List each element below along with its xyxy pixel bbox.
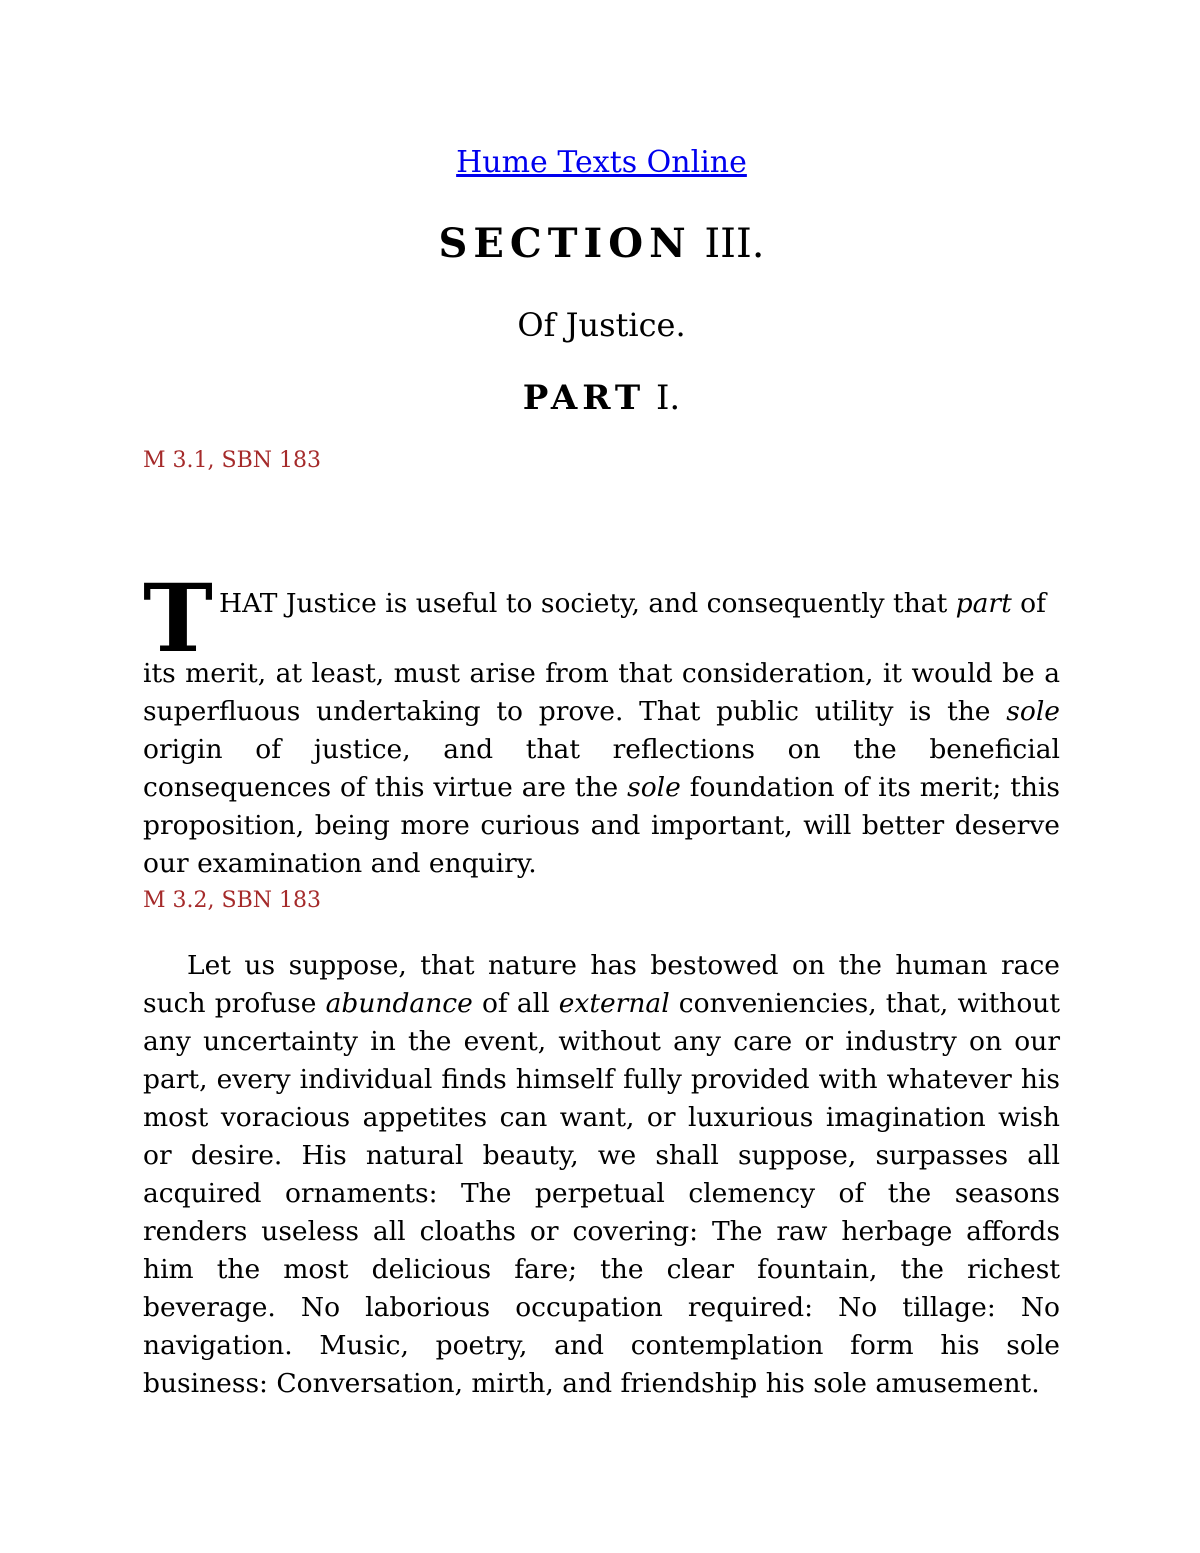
section-subtitle: Of Justice. — [517, 306, 686, 344]
text-run: Let us suppose, that nature has bestowed on the human race such profuse — [143, 950, 1060, 1019]
paragraph-reference[interactable]: M 3.2, SBN 183 — [143, 888, 321, 913]
site-link[interactable] — [143, 143, 1060, 183]
text-run: HAT Justice is useful to society, and consequently that — [218, 588, 956, 619]
drop-cap: T — [143, 564, 213, 674]
text-run: its merit, at least, must arise from that consideration, it would be a superfluous undertaking to prove. That public utility is the — [143, 658, 1060, 727]
italic-run: sole — [627, 772, 681, 803]
paragraph-first-line — [143, 575, 1060, 623]
text-run: conveniencies, that, without any uncertainty in the event, without any care or industry on our part, every individual finds himself fully provided with whatever his most voracious appetites can want, or luxurious imagination wish or desire. His natural beauty, we shall suppose, surpasses all acquired ornaments: The perpetual clemency of the seasons renders useless all cloaths or covering: The raw herbage affords him the most delicious fare; the clear fountain, the richest beverage. No laborious occupation required: No tillage: No navigation. Music, poetry, and contemplation form his sole business: Conversation, mirth, and friendship his sole amusement. — [143, 988, 1060, 1399]
site-link-text[interactable]: Hume Texts Online — [456, 145, 747, 180]
paragraph-body — [143, 655, 1060, 883]
italic-run: sole — [1006, 696, 1060, 727]
italic-run: external — [558, 988, 670, 1019]
part-title — [143, 375, 1060, 421]
part-word: PART — [522, 378, 646, 418]
text-run: foundation of its merit; this proposition, being more curious and important, will better deserve our examination and enquiry. — [143, 772, 1060, 879]
paragraph-2 — [143, 947, 1060, 1403]
section-number: III. — [704, 221, 765, 267]
text-run: of all — [472, 988, 559, 1019]
section-title — [143, 218, 1060, 270]
paragraph-reference[interactable]: M 3.1, SBN 183 — [143, 448, 321, 473]
section-word: SECTION — [438, 220, 692, 267]
text-run: origin of justice, and that reflections on the beneficial consequences of this virtue are the — [143, 734, 1060, 803]
italic-run: abundance — [325, 988, 473, 1019]
paragraph-1 — [143, 564, 1060, 883]
part-number: I. — [656, 378, 681, 418]
italic-run: part — [955, 588, 1012, 619]
text-run: of — [1011, 588, 1046, 619]
